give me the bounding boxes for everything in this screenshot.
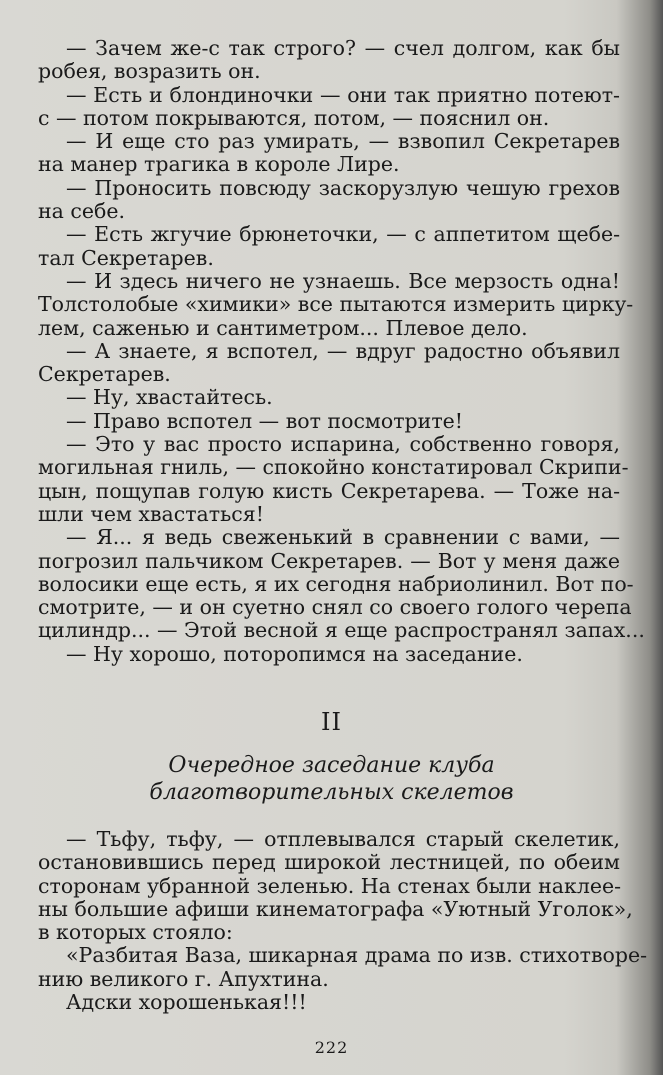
text-line: цын, пощупав голую кисть Секретарева. — Тоже на- [38, 478, 620, 503]
text-line: с — потом покрываются, потом, — пояснил он. [38, 105, 550, 130]
text-line: Секретарев. [38, 362, 171, 387]
text-line: сторонам убранной зеленью. На стенах были наклее- [38, 873, 622, 898]
text-line: — Я... я ведь свеженький в сравнении с вами, — [66, 525, 620, 550]
text-line: остановившись перед широкой лестницей, по обеим [38, 850, 620, 875]
text-line: — Зачем же-с так строго? — счел долгом, как бы [66, 36, 620, 60]
text-line: на манер трагика в короле Лире. [38, 152, 400, 177]
text-line: на себе. [38, 199, 126, 224]
text-line: тал Секретарев. [38, 245, 214, 270]
text-line: могильная гниль, — спокойно констатировал Скрипи- [38, 455, 629, 480]
text-line: — Право вспотел — вот посмотрите! [66, 408, 464, 433]
text-line: цилиндр... — Этой весной я еще распространял запах... [38, 618, 645, 643]
text-line: — Есть жгучие брюнеточки, — с аппетитом щебе- [66, 222, 620, 247]
text-line: робея, возразить он. [38, 59, 261, 84]
text-line: — И здесь ничего не узнаешь. Все мерзость одна! [66, 268, 620, 293]
text-line: в которых стояло: [38, 920, 233, 945]
text-line: — А знаете, я вспотел, — вдруг радостно объявил [66, 338, 620, 363]
body-text-before-chapter [38, 36, 645, 666]
text-line: — Ну хорошо, поторопимся на заседание. [66, 641, 523, 666]
text-line: Толстолобые «химики» все пытаются измерить циркy- [38, 292, 634, 317]
text-line: — Есть и блондиночки — они так приятно потеют- [66, 82, 620, 107]
text-line: — Проносить повсюду заскорузлую чешую грехов [66, 175, 620, 200]
text-line: лем, саженью и сантиметром... Плевое дело. [38, 315, 528, 340]
text-line: — Тьфу, тьфу, — отплевывался старый скелетик, [66, 827, 620, 851]
body-text-after-chapter [38, 827, 648, 1015]
text-line: нию великого г. Апухтина. [38, 966, 329, 991]
text-line: — И еще сто раз умирать, — взвопил Секретарев [66, 129, 620, 154]
chapter-number: II [321, 708, 342, 736]
page-number: 222 [314, 1038, 349, 1057]
chapter-title-line-2: благотворительных скелетов [149, 780, 514, 805]
text-line: смотрите, — и он суетно снял со своего голого черепа [38, 595, 632, 620]
text-line: «Разбитая Ваза, шикарная драма по изв. стихотворе- [66, 943, 648, 968]
text-line: ны большие афиши кинематографа «Уютный Уголок», [38, 896, 633, 921]
text-line: волосики еще есть, я их сегодня набриолинил. Вот по- [38, 571, 634, 596]
text-line: — Это у вас просто испарина, собственно говоря, [66, 432, 620, 457]
chapter-title [0, 752, 663, 806]
text-line: Адски хорошенькая!!! [66, 990, 307, 1015]
text-line: погрозил пальчиком Секретарев. — Вот у меня даже [38, 548, 620, 573]
text-line: — Ну, хвастайтесь. [66, 385, 273, 410]
chapter-title-line-1: Очередное заседание клуба [168, 753, 495, 778]
text-line: шли чем хвастаться! [38, 501, 264, 526]
